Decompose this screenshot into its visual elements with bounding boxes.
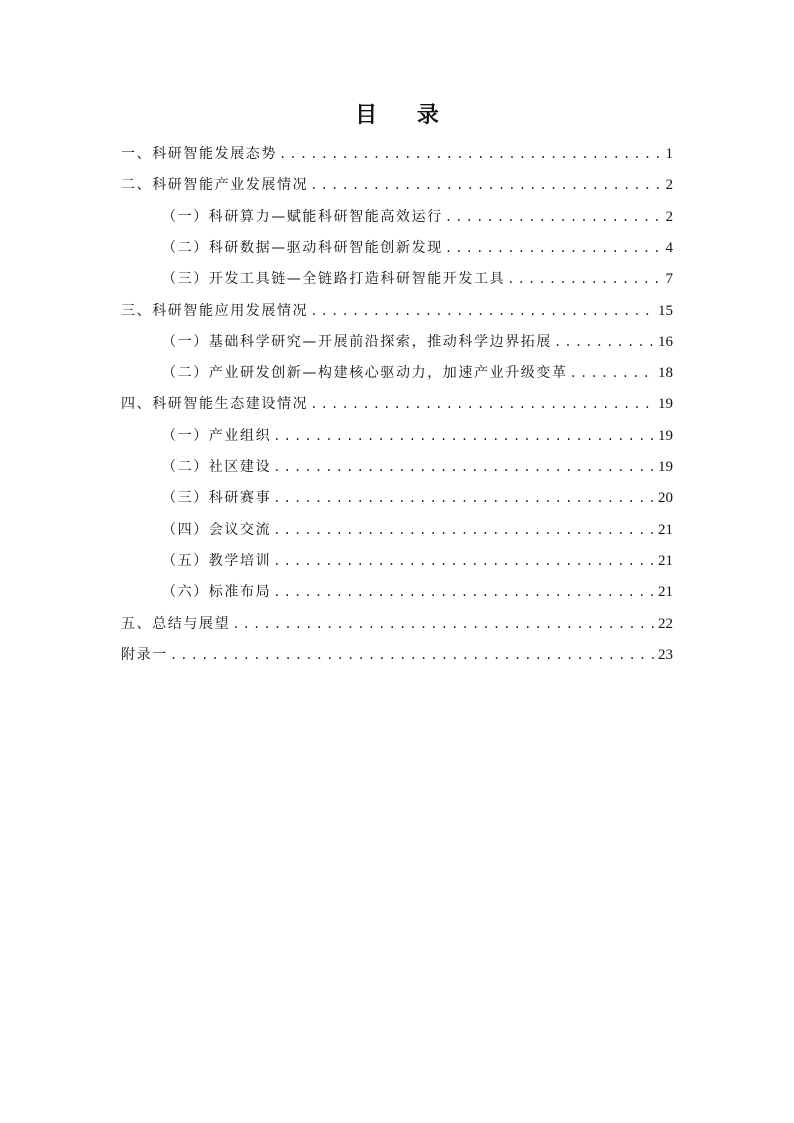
toc-page-number: 22 [658,616,673,632]
toc-entry-text: （一）产业组织 [162,428,272,444]
toc-page-number: 20 [658,490,673,506]
toc-entry-text: （五）教学培训 [162,553,272,569]
toc-dot-leader [310,296,656,327]
toc-entry-text: （一）科研算力—赋能科研智能高效运行 [162,209,443,225]
toc-dot-leader [279,139,664,170]
toc-entry[interactable] [121,296,673,327]
toc-page-number: 18 [658,365,673,381]
toc-entry-text: 一、科研智能发展态势 [121,146,277,162]
toc-entry-text: （四）会议交流 [162,522,272,538]
toc-page-number: 19 [658,428,673,444]
toc-entry[interactable] [162,546,673,577]
toc-entry-text: （二）社区建设 [162,459,272,475]
toc-entry-text: 二、科研智能产业发展情况 [121,177,309,193]
toc-entry-text: （二）科研数据—驱动科研智能创新发现 [162,240,443,256]
toc-dot-leader [554,327,656,358]
toc-page-number: 15 [658,303,673,319]
toc-entry[interactable] [162,358,673,389]
toc-entry-text: 三、科研智能应用发展情况 [121,303,309,319]
toc-page-number: 2 [665,209,673,225]
toc-title: 目 录 [355,103,455,128]
toc-entry[interactable] [162,452,673,483]
toc-page-number: 4 [665,240,673,256]
toc-page-number: 23 [658,647,673,663]
toc-page-number: 21 [658,584,673,600]
toc-page-number: 16 [658,334,673,350]
toc-dot-leader [232,609,656,640]
toc-entry-text: 五、总结与展望 [121,616,231,632]
toc-page-number: 2 [665,177,673,193]
toc-page-number: 21 [658,553,673,569]
toc-entry[interactable] [162,327,673,358]
toc-entry-text: （三）开发工具链—全链路打造科研智能开发工具 [162,271,506,287]
toc-entry[interactable] [162,421,673,452]
toc-entry-text: 四、科研智能生态建设情况 [121,396,309,412]
toc-entry[interactable] [121,640,673,671]
toc-entry[interactable] [121,609,673,640]
toc-dot-leader [310,170,663,201]
toc-dot-leader [310,389,656,420]
toc-dot-leader [445,233,664,264]
toc-entry[interactable] [162,483,673,514]
toc-dot-leader [273,452,656,483]
toc-dot-leader [273,546,656,577]
toc-entry[interactable] [121,389,673,420]
toc-page-number: 21 [658,522,673,538]
toc-entry[interactable] [121,139,673,170]
toc-entry-text: （一）基础科学研究—开展前沿探索，推动科学边界拓展 [162,334,552,350]
toc-dot-leader [273,515,656,546]
toc-entry-text: （六）标准布局 [162,584,272,600]
toc-dot-leader [507,264,663,295]
toc-dot-leader [273,483,656,514]
toc-entry[interactable] [162,515,673,546]
toc-entry[interactable] [162,577,673,608]
toc-dot-leader [170,640,656,671]
toc-page-number: 1 [665,146,673,162]
toc-dot-leader [273,577,656,608]
toc-entry[interactable] [121,170,673,201]
toc-entry[interactable] [162,202,673,233]
toc-entry-text: （三）科研赛事 [162,490,272,506]
toc-page-number: 19 [658,459,673,475]
toc-dot-leader [570,358,656,389]
toc-dot-leader [273,421,656,452]
toc-entry-text: （二）产业研发创新—构建核心驱动力，加速产业升级变革 [162,365,568,381]
toc-page-number: 7 [665,271,673,287]
toc-entry[interactable] [162,264,673,295]
toc-entry-text: 附录一 [121,647,168,663]
toc-entry[interactable] [162,233,673,264]
toc-dot-leader [445,202,664,233]
toc-page-number: 19 [658,396,673,412]
